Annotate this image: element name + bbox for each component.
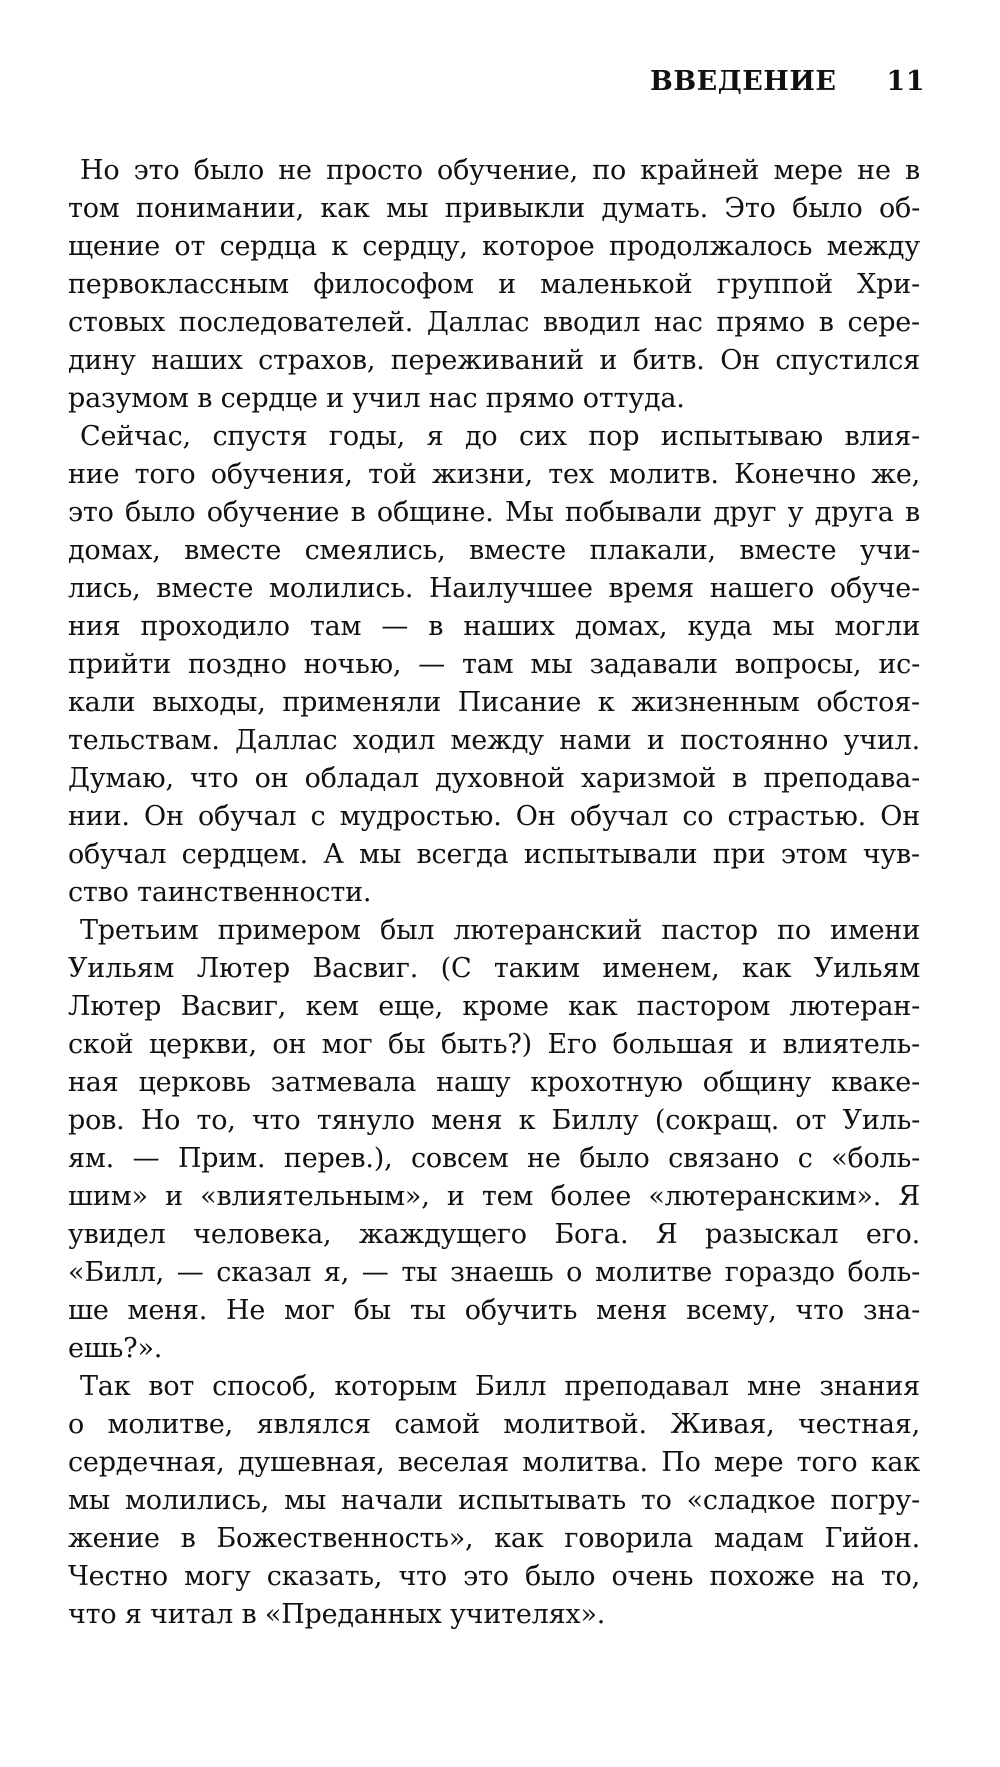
text-line: Но это было не просто обучение, по крайней мере не в bbox=[80, 155, 920, 186]
text-line: о молитве, являлся самой молитвой. Живая, честная, bbox=[68, 1409, 920, 1440]
paragraph bbox=[68, 152, 920, 418]
text-line: это было обучение в общине. Мы побывали друг у друга в bbox=[68, 497, 920, 528]
text-line: щение от сердца к сердцу, которое продолжалось между bbox=[68, 231, 920, 262]
text-line: Так вот способ, которым Билл преподавал мне знания bbox=[80, 1371, 920, 1402]
text-line: Третьим примером был лютеранский пастор по имени bbox=[80, 915, 920, 946]
text-line: ния проходило там — в наших домах, куда мы могли bbox=[68, 611, 920, 642]
text-line: стовых последователей. Даллас вводил нас прямо в сере- bbox=[68, 307, 920, 338]
text-line: ство таинственности. bbox=[68, 877, 372, 908]
paragraph bbox=[68, 418, 920, 912]
text-line: Уильям Лютер Васвиг. (С таким именем, как Уильям bbox=[68, 953, 920, 984]
text-line: ше меня. Не мог бы ты обучить меня всему, что зна- bbox=[68, 1295, 920, 1326]
text-line: ние того обучения, той жизни, тех молитв. Конечно же, bbox=[68, 459, 920, 490]
text-line: ная церковь затмевала нашу крохотную общину кваке- bbox=[68, 1067, 920, 1098]
paragraph bbox=[68, 1368, 920, 1634]
text-line: Честно могу сказать, что это было очень похоже на то, bbox=[68, 1561, 920, 1592]
text-line: дину наших страхов, переживаний и битв. Он спустился bbox=[68, 345, 920, 376]
text-line: Сейчас, спустя годы, я до сих пор испытываю влия- bbox=[80, 421, 920, 452]
text-line: мы молились, мы начали испытывать то «сладкое погру- bbox=[68, 1485, 920, 1516]
text-line: ской церкви, он мог бы быть?) Его большая и влиятель- bbox=[68, 1029, 920, 1060]
text-line: нии. Он обучал с мудростью. Он обучал со страстью. Он bbox=[68, 801, 920, 832]
text-line: кали выходы, применяли Писание к жизненным обстоя- bbox=[68, 687, 920, 718]
text-line: жение в Божественность», как говорила мадам Гийон. bbox=[68, 1523, 920, 1554]
text-line: увидел человека, жаждущего Бога. Я разыскал его. bbox=[68, 1219, 920, 1250]
body-text bbox=[68, 152, 920, 1634]
section-title: ВВЕДЕНИЕ bbox=[650, 66, 837, 97]
text-line: Думаю, что он обладал духовной харизмой в преподава- bbox=[68, 763, 920, 794]
text-line: шим» и «влиятельным», и тем более «лютеранским». Я bbox=[68, 1181, 920, 1212]
text-line: Лютер Васвиг, кем еще, кроме как пастором лютеран- bbox=[68, 991, 920, 1022]
paragraph bbox=[68, 912, 920, 1368]
text-line: том понимании, как мы привыкли думать. Это было об- bbox=[68, 193, 920, 224]
text-line: что я читал в «Преданных учителях». bbox=[68, 1599, 606, 1630]
text-line: тельствам. Даллас ходил между нами и постоянно учил. bbox=[68, 725, 920, 756]
text-line: первоклассным философом и маленькой группой Хри- bbox=[68, 269, 920, 300]
text-line: ям. — Прим. перев.), совсем не было связано с «боль- bbox=[68, 1143, 920, 1174]
text-line: сердечная, душевная, веселая молитва. По мере того как bbox=[68, 1447, 920, 1478]
text-line: ров. Но то, что тянуло меня к Биллу (сокращ. от Уиль- bbox=[68, 1105, 920, 1136]
text-line: разумом в сердце и учил нас прямо оттуда. bbox=[68, 383, 685, 414]
text-line: прийти поздно ночью, — там мы задавали вопросы, ис- bbox=[68, 649, 920, 680]
text-line: ешь?». bbox=[68, 1333, 163, 1364]
text-line: лись, вместе молились. Наилучшее время нашего обуче- bbox=[68, 573, 920, 604]
running-header bbox=[650, 66, 925, 97]
page-number: 11 bbox=[886, 66, 925, 97]
text-line: «Билл, — сказал я, — ты знаешь о молитве гораздо боль- bbox=[68, 1257, 920, 1288]
text-line: обучал сердцем. А мы всегда испытывали при этом чув- bbox=[68, 839, 920, 870]
text-line: домах, вместе смеялись, вместе плакали, вместе учи- bbox=[68, 535, 920, 566]
